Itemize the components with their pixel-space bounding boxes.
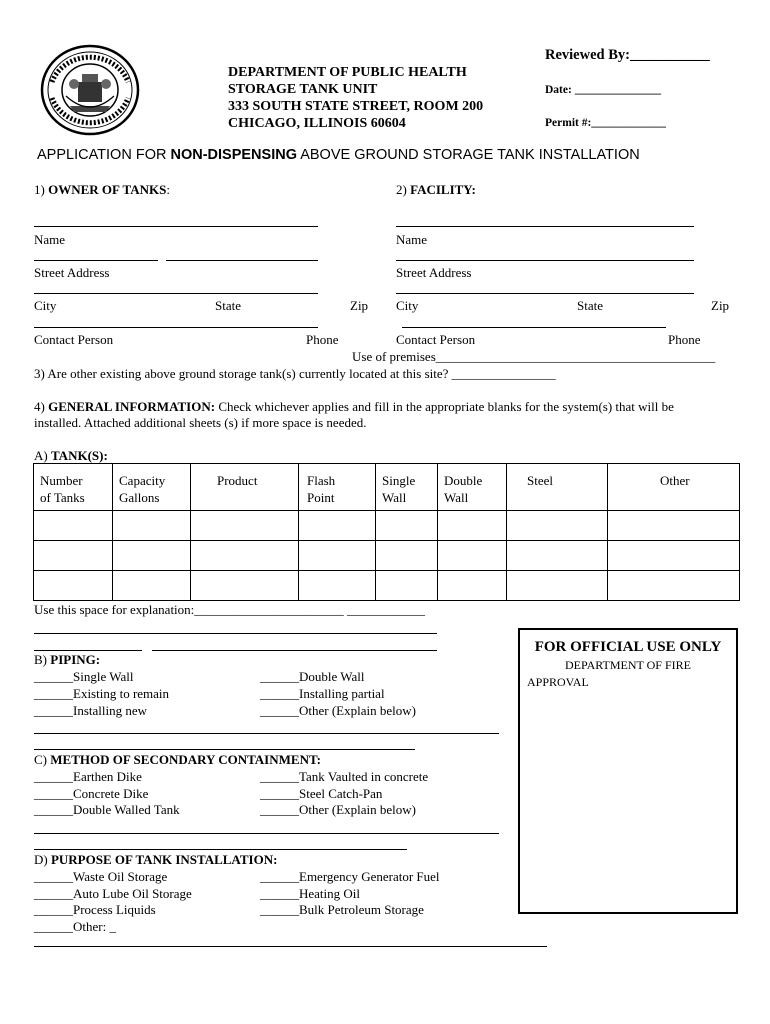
purpose-option-bulk-petroleum[interactable]: ______Bulk Petroleum Storage: [260, 902, 424, 917]
title-emphasis: NON-DISPENSING: [170, 147, 297, 163]
purpose-label: D) PURPOSE OF TANK INSTALLATION:: [34, 852, 278, 867]
owner-heading: [34, 182, 170, 198]
owner-state-label: State: [215, 298, 241, 313]
use-of-premises-field[interactable]: Use of premises___________________________________________: [352, 349, 716, 364]
col-double-wall: Double Wall: [438, 464, 507, 511]
containment-option-double-walled[interactable]: ______Double Walled Tank: [34, 802, 180, 817]
facility-heading: [396, 182, 476, 198]
table-cell[interactable]: [608, 571, 740, 601]
containment-explain-line[interactable]: [34, 849, 407, 850]
dept-line: CHICAGO, ILLINOIS 60604: [228, 116, 406, 131]
purpose-option-other[interactable]: ______Other: _: [34, 919, 116, 934]
containment-option-concrete[interactable]: ______Concrete Dike: [34, 786, 149, 801]
facility-state-label: State: [577, 298, 603, 313]
table-cell[interactable]: [191, 571, 299, 601]
table-cell[interactable]: [438, 511, 507, 541]
table-cell[interactable]: [376, 541, 438, 571]
purpose-option-auto-lube[interactable]: ______Auto Lube Oil Storage: [34, 886, 192, 901]
official-use-department: DEPARTMENT OF FIRE: [565, 658, 691, 672]
title-suffix: ABOVE GROUND STORAGE TANK INSTALLATION: [296, 147, 640, 163]
reviewed-by-field[interactable]: Reviewed By:___________: [545, 47, 710, 63]
col-other: Other: [608, 464, 740, 511]
tanks-header-row: [34, 464, 740, 511]
permit-field[interactable]: Permit #:_____________: [545, 117, 667, 129]
purpose-explain-line[interactable]: [34, 946, 547, 947]
owner-contact-input[interactable]: [34, 327, 318, 328]
owner-city-label: City: [34, 298, 57, 313]
table-row: [34, 511, 740, 541]
owner-name-input[interactable]: [34, 226, 318, 227]
tanks-label: [34, 448, 108, 464]
table-cell[interactable]: [299, 541, 376, 571]
col-single-wall: Single Wall: [376, 464, 438, 511]
facility-city-input[interactable]: [396, 293, 694, 294]
table-cell[interactable]: [191, 541, 299, 571]
official-use-heading: FOR OFFICIAL USE ONLY: [534, 639, 722, 655]
page-title: [37, 147, 640, 163]
col-capacity-gallons: Capacity Gallons: [113, 464, 191, 511]
piping-option-single-wall[interactable]: ______Single Wall: [34, 669, 134, 684]
table-cell[interactable]: [438, 571, 507, 601]
owner-zip-label: Zip: [350, 298, 369, 313]
piping-option-double-wall[interactable]: ______Double Wall: [260, 669, 365, 684]
table-cell[interactable]: [34, 571, 113, 601]
purpose-option-process-liquids[interactable]: ______Process Liquids: [34, 902, 156, 917]
explanation-line[interactable]: [34, 650, 142, 651]
table-cell[interactable]: [299, 511, 376, 541]
containment-option-vaulted[interactable]: ______Tank Vaulted in concrete: [260, 769, 429, 784]
tanks-label-prefix: A): [34, 448, 51, 463]
official-use-box: [518, 628, 738, 914]
table-cell[interactable]: [113, 571, 191, 601]
owner-street-input[interactable]: [166, 260, 318, 261]
piping-explain-line[interactable]: [34, 749, 415, 750]
table-cell[interactable]: [507, 571, 608, 601]
tanks-table: [33, 463, 740, 601]
piping-option-other[interactable]: ______Other (Explain below): [260, 703, 416, 718]
facility-street-input[interactable]: [396, 260, 694, 261]
containment-label: C) METHOD OF SECONDARY CONTAINMENT:: [34, 752, 321, 767]
col-product: Product: [191, 464, 299, 511]
owner-street-label: Street Address: [34, 265, 110, 280]
explanation-line[interactable]: [152, 650, 437, 651]
owner-heading-colon: :: [166, 182, 170, 197]
table-cell[interactable]: [438, 541, 507, 571]
owner-city-input[interactable]: [34, 293, 318, 294]
col-flash-point: Flash Point: [299, 464, 376, 511]
table-row: [34, 571, 740, 601]
general-info-line-2: installed. Attached additional sheets (s) if more space is needed.: [34, 415, 367, 430]
col-steel: Steel: [507, 464, 608, 511]
purpose-option-waste-oil[interactable]: ______Waste Oil Storage: [34, 869, 168, 884]
table-cell[interactable]: [34, 541, 113, 571]
dept-line: DEPARTMENT OF PUBLIC HEALTH: [228, 65, 467, 80]
owner-heading-num: 1): [34, 182, 49, 197]
tanks-label-text: TANK(S):: [50, 448, 108, 463]
owner-street-number-input[interactable]: [34, 260, 158, 261]
facility-name-label: Name: [396, 232, 428, 247]
piping-explain-line[interactable]: [34, 733, 499, 734]
table-row: [34, 541, 740, 571]
official-use-approval: APPROVAL: [527, 675, 589, 689]
table-cell[interactable]: [376, 571, 438, 601]
date-field[interactable]: Date: _______________: [545, 84, 661, 96]
table-cell[interactable]: [608, 511, 740, 541]
facility-zip-label: Zip: [711, 298, 730, 313]
facility-heading-num: 2): [396, 182, 411, 197]
owner-name-label: Name: [34, 232, 66, 247]
question-3[interactable]: 3) Are other existing above ground storage tank(s) currently located at this site? ________________: [34, 366, 556, 381]
containment-option-other[interactable]: ______Other (Explain below): [260, 802, 416, 817]
table-cell[interactable]: [608, 541, 740, 571]
general-info-line-1: [34, 399, 674, 415]
table-cell[interactable]: [376, 511, 438, 541]
explanation-line[interactable]: [34, 633, 437, 634]
table-cell[interactable]: [507, 541, 608, 571]
dept-line: STORAGE TANK UNIT: [228, 82, 378, 97]
piping-option-new[interactable]: ______Installing new: [34, 703, 148, 718]
facility-contact-input[interactable]: [402, 327, 666, 328]
piping-option-existing[interactable]: ______Existing to remain: [34, 686, 170, 701]
facility-contact-label: Contact Person: [396, 332, 476, 347]
dept-line: 333 SOUTH STATE STREET, ROOM 200: [228, 99, 484, 114]
col-number-of-tanks: Number of Tanks: [34, 464, 113, 511]
explanation-field[interactable]: Use this space for explanation:_______________________ ____________: [34, 602, 426, 617]
purpose-option-heating-oil[interactable]: ______Heating Oil: [260, 886, 361, 901]
table-cell[interactable]: [34, 511, 113, 541]
table-cell[interactable]: [113, 511, 191, 541]
piping-option-partial[interactable]: ______Installing partial: [260, 686, 385, 701]
title-prefix: APPLICATION FOR: [37, 147, 171, 163]
containment-option-catch-pan[interactable]: ______Steel Catch-Pan: [260, 786, 383, 801]
owner-heading-label: OWNER OF TANKS: [48, 182, 167, 197]
table-cell[interactable]: [507, 511, 608, 541]
facility-name-input[interactable]: [396, 226, 694, 227]
owner-phone-label: Phone: [306, 332, 339, 347]
facility-heading-label: FACILITY:: [410, 182, 476, 197]
general-info-heading: GENERAL INFORMATION:: [48, 399, 216, 414]
table-cell[interactable]: [113, 541, 191, 571]
facility-city-label: City: [396, 298, 419, 313]
general-info-num: 4): [34, 399, 49, 414]
table-cell[interactable]: [191, 511, 299, 541]
general-info-text-1: Check whichever applies and fill in the appropriate blanks for the system(s) that will be: [215, 399, 674, 414]
containment-option-earthen[interactable]: ______Earthen Dike: [34, 769, 142, 784]
owner-contact-label: Contact Person: [34, 332, 114, 347]
department-address: [228, 64, 483, 132]
purpose-option-generator[interactable]: ______Emergency Generator Fuel: [260, 869, 440, 884]
piping-label: B) PIPING:: [34, 652, 101, 667]
facility-street-label: Street Address: [396, 265, 472, 280]
city-seal-logo: [40, 44, 140, 136]
containment-explain-line[interactable]: [34, 833, 499, 834]
facility-phone-label: Phone: [668, 332, 701, 347]
table-cell[interactable]: [299, 571, 376, 601]
